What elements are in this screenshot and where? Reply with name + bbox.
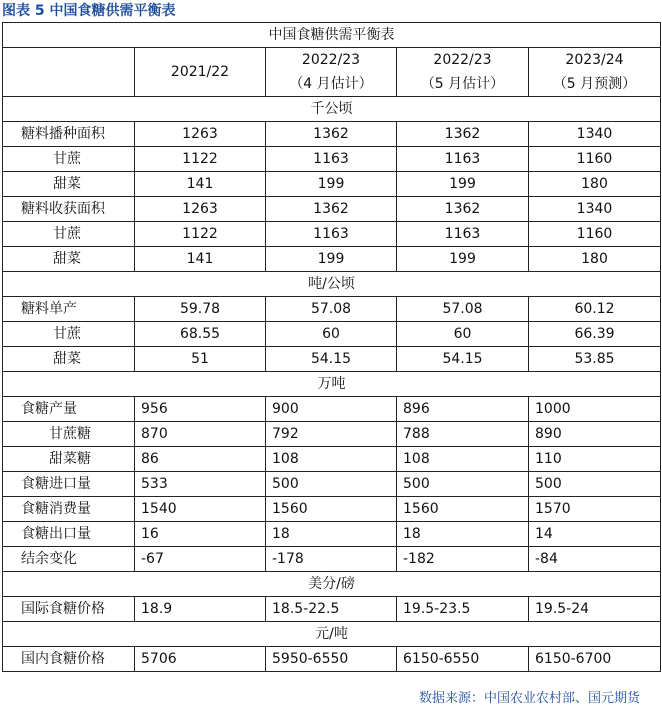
figure-caption: 图表 5 中国食糖供需平衡表 xyxy=(2,3,176,19)
row-label: 国内食糖价格 xyxy=(3,647,135,672)
cell: 180 xyxy=(529,247,661,272)
cell: 18.5-22.5 xyxy=(266,597,397,622)
cell: -84 xyxy=(529,547,661,572)
cell: 86 xyxy=(135,447,266,472)
cell: 1340 xyxy=(529,197,661,222)
row-label: 甜菜 xyxy=(3,347,135,372)
table-row xyxy=(3,522,661,547)
cell: 1160 xyxy=(529,222,661,247)
unit-row-domestic-price: 元/吨 xyxy=(3,622,661,647)
cell: 199 xyxy=(266,247,397,272)
column-year-1: 2021/22 xyxy=(135,48,266,97)
column-note-2: （4 月估计） xyxy=(266,72,397,97)
table-row xyxy=(3,422,661,447)
cell: -178 xyxy=(266,547,397,572)
unit-row-volume: 万吨 xyxy=(3,372,661,397)
row-label: 食糖消费量 xyxy=(3,497,135,522)
table-row xyxy=(3,222,661,247)
column-note-4: （5 月预测） xyxy=(529,72,661,97)
cell: 1560 xyxy=(397,497,529,522)
cell: 896 xyxy=(397,397,529,422)
row-label: 糖料收获面积 xyxy=(3,197,135,222)
row-label: 甜菜 xyxy=(3,172,135,197)
table-row xyxy=(3,322,661,347)
cell: 5706 xyxy=(135,647,266,672)
unit-row-area: 千公顷 xyxy=(3,97,661,122)
cell: 1362 xyxy=(266,197,397,222)
cell: 1540 xyxy=(135,497,266,522)
unit-row-intl-price: 美分/磅 xyxy=(3,572,661,597)
cell: 57.08 xyxy=(397,297,529,322)
row-label: 食糖产量 xyxy=(3,397,135,422)
cell: 1560 xyxy=(266,497,397,522)
cell: 54.15 xyxy=(397,347,529,372)
cell: 199 xyxy=(397,172,529,197)
row-label: 甘蔗糖 xyxy=(3,422,135,447)
table-row xyxy=(3,397,661,422)
sugar-balance-table xyxy=(2,22,661,672)
data-source-note: 数据来源：中国农业农村部、国元期货 xyxy=(418,691,640,706)
cell: 108 xyxy=(266,447,397,472)
table-row xyxy=(3,247,661,272)
cell: 60 xyxy=(266,322,397,347)
cell: 956 xyxy=(135,397,266,422)
cell: 1263 xyxy=(135,197,266,222)
table-row xyxy=(3,122,661,147)
row-label: 糖料单产 xyxy=(3,297,135,322)
cell: 66.39 xyxy=(529,322,661,347)
cell: 1122 xyxy=(135,222,266,247)
table-row xyxy=(3,647,661,672)
table-row xyxy=(3,547,661,572)
row-label: 食糖进口量 xyxy=(3,472,135,497)
column-year-2: 2022/23 xyxy=(266,48,397,73)
row-label: 甘蔗 xyxy=(3,322,135,347)
cell: 1570 xyxy=(529,497,661,522)
table-row xyxy=(3,172,661,197)
cell: 1362 xyxy=(397,122,529,147)
row-label: 国际食糖价格 xyxy=(3,597,135,622)
unit-row-yield: 吨/公顷 xyxy=(3,272,661,297)
cell: 6150-6700 xyxy=(529,647,661,672)
cell: 14 xyxy=(529,522,661,547)
table-title: 中国食糖供需平衡表 xyxy=(3,23,661,48)
cell: 890 xyxy=(529,422,661,447)
cell: -182 xyxy=(397,547,529,572)
row-label: 结余变化 xyxy=(3,547,135,572)
cell: 141 xyxy=(135,172,266,197)
cell: 53.85 xyxy=(529,347,661,372)
cell: 51 xyxy=(135,347,266,372)
table-row xyxy=(3,597,661,622)
cell: 6150-6550 xyxy=(397,647,529,672)
corner-cell xyxy=(3,48,135,97)
cell: 1340 xyxy=(529,122,661,147)
cell: 199 xyxy=(266,172,397,197)
table-row xyxy=(3,297,661,322)
table-row xyxy=(3,347,661,372)
row-label: 甜菜 xyxy=(3,247,135,272)
column-note-3: （5 月估计） xyxy=(397,72,529,97)
row-label: 甜菜糖 xyxy=(3,447,135,472)
cell: 500 xyxy=(397,472,529,497)
cell: 59.78 xyxy=(135,297,266,322)
cell: 60 xyxy=(397,322,529,347)
cell: 16 xyxy=(135,522,266,547)
table-row xyxy=(3,197,661,222)
table-row xyxy=(3,472,661,497)
cell: 5950-6550 xyxy=(266,647,397,672)
cell: 1362 xyxy=(266,122,397,147)
cell: 18 xyxy=(397,522,529,547)
cell: 60.12 xyxy=(529,297,661,322)
cell: 1163 xyxy=(397,222,529,247)
cell: 110 xyxy=(529,447,661,472)
cell: 1362 xyxy=(397,197,529,222)
cell: 18.9 xyxy=(135,597,266,622)
table-row xyxy=(3,147,661,172)
column-year-3: 2022/23 xyxy=(397,48,529,73)
cell: 1122 xyxy=(135,147,266,172)
row-label: 食糖出口量 xyxy=(3,522,135,547)
cell: 1163 xyxy=(266,147,397,172)
cell: 19.5-24 xyxy=(529,597,661,622)
cell: 900 xyxy=(266,397,397,422)
row-label: 甘蔗 xyxy=(3,147,135,172)
cell: 788 xyxy=(397,422,529,447)
cell: 870 xyxy=(135,422,266,447)
row-label: 糖料播种面积 xyxy=(3,122,135,147)
cell: 18 xyxy=(266,522,397,547)
cell: 1163 xyxy=(397,147,529,172)
cell: 500 xyxy=(266,472,397,497)
cell: 54.15 xyxy=(266,347,397,372)
row-label: 甘蔗 xyxy=(3,222,135,247)
cell: 533 xyxy=(135,472,266,497)
cell: 792 xyxy=(266,422,397,447)
table-row xyxy=(3,447,661,472)
cell: -67 xyxy=(135,547,266,572)
table-row xyxy=(3,497,661,522)
cell: 1163 xyxy=(266,222,397,247)
cell: 108 xyxy=(397,447,529,472)
cell: 199 xyxy=(397,247,529,272)
cell: 180 xyxy=(529,172,661,197)
cell: 500 xyxy=(529,472,661,497)
cell: 57.08 xyxy=(266,297,397,322)
cell: 141 xyxy=(135,247,266,272)
cell: 68.55 xyxy=(135,322,266,347)
cell: 19.5-23.5 xyxy=(397,597,529,622)
cell: 1263 xyxy=(135,122,266,147)
cell: 1000 xyxy=(529,397,661,422)
column-year-4: 2023/24 xyxy=(529,48,661,73)
cell: 1160 xyxy=(529,147,661,172)
